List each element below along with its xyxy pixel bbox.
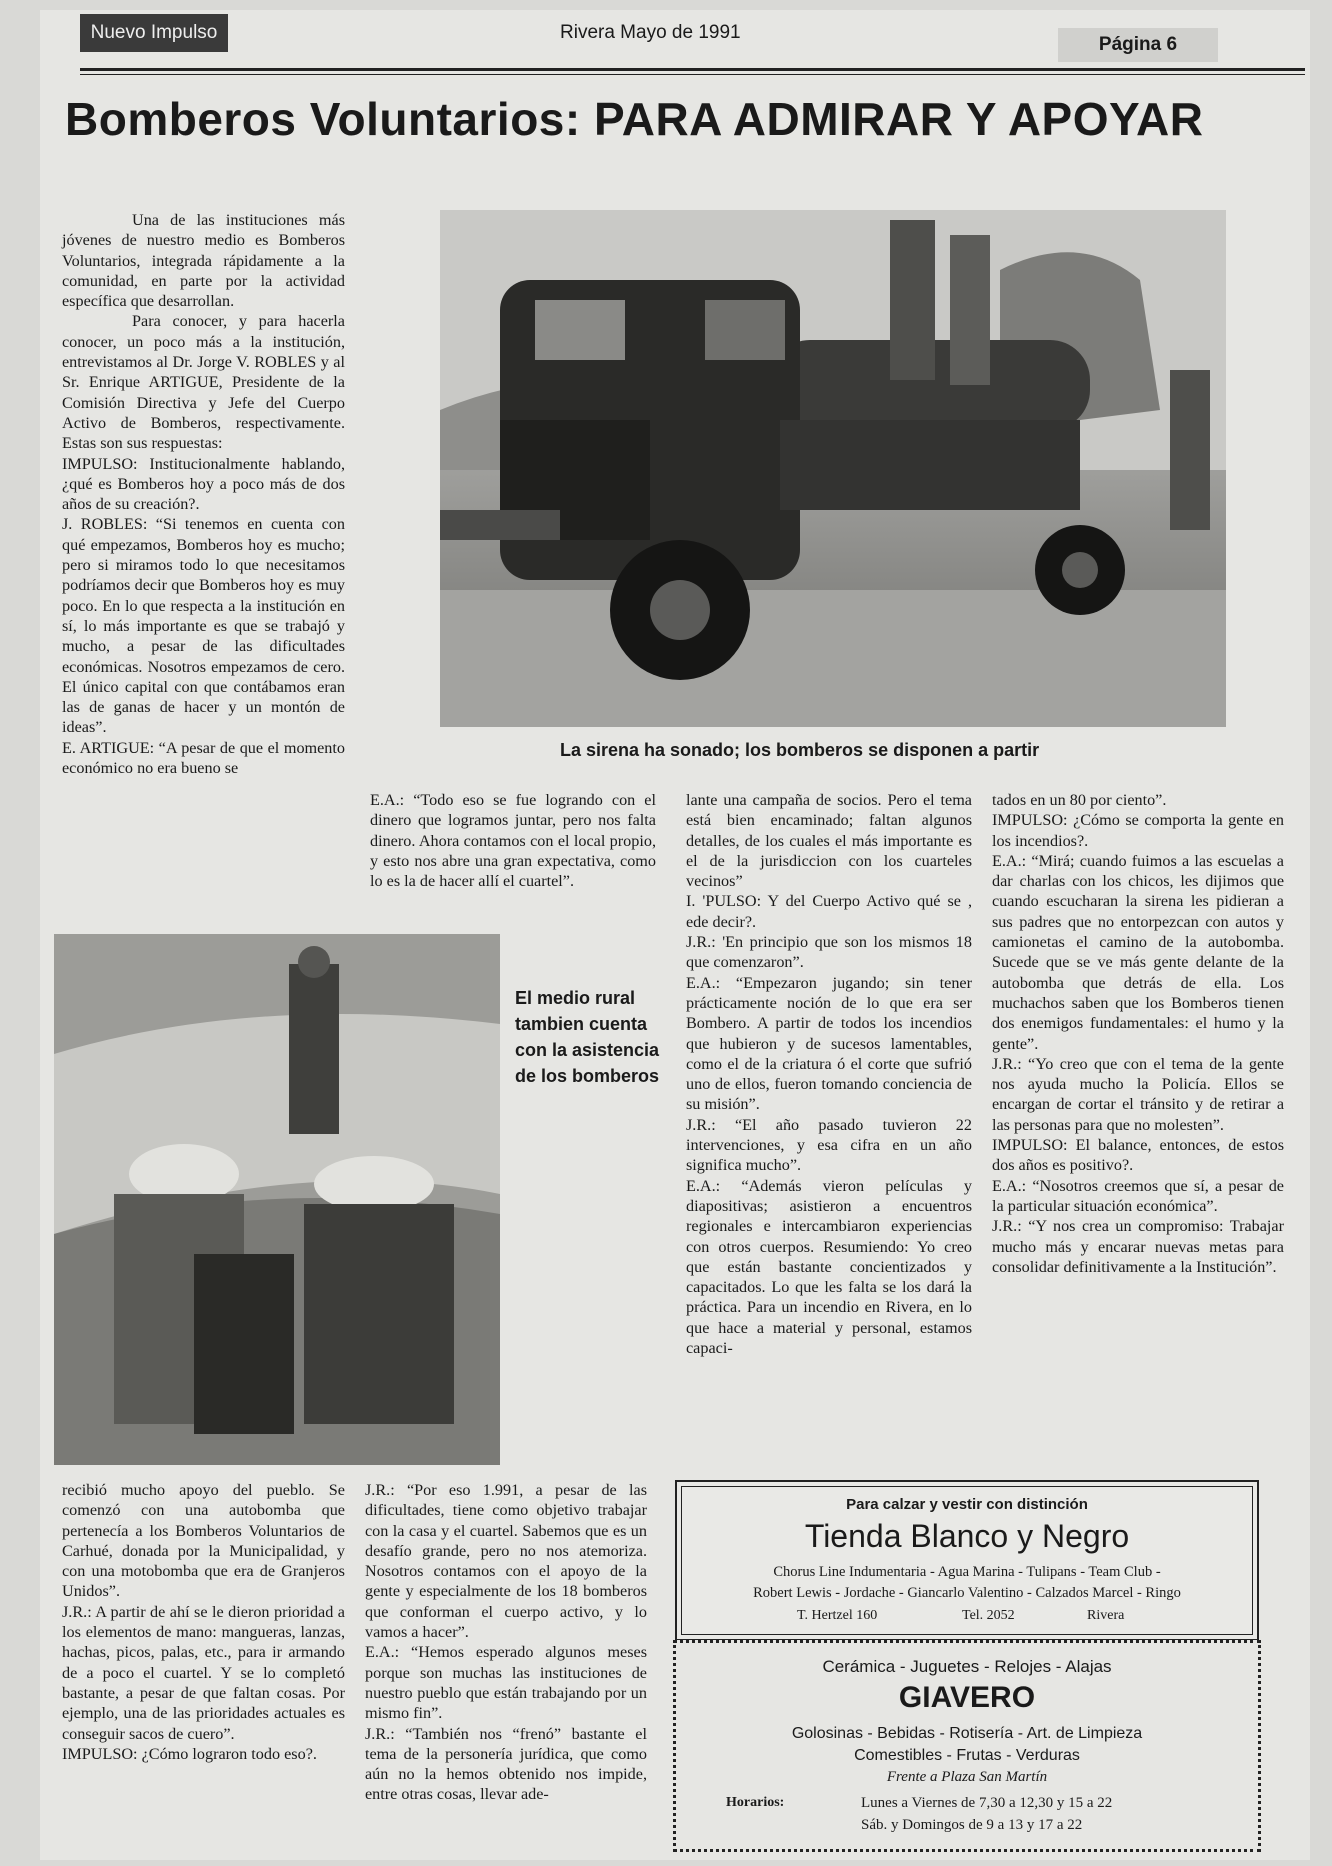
ad-city: Rivera	[1087, 1608, 1125, 1623]
fire-truck-illustration	[440, 210, 1226, 727]
paragraph: E.A.: “Además vieron películas y diapositivas; asistieron a encuentros regionales e intercambiaron experiencias con otros cuerpos. Resumiendo: Yo creo que están bastante concientizados y capacitados. Lo que les falta se los dará la práctica. Para un incendio en Rivera, en lo que hace a material y personal, estamos capaci-	[686, 1176, 972, 1358]
masthead-logo: Nuevo Impulso	[80, 14, 228, 52]
paragraph: J.R.: A partir de ahí se le dieron prioridad a los elementos de mano: mangueras, lanzas, hachas, picos, palas, etc., para ir armando de a poco el cuartel. Y se lo completó bastante, a pesar de que faltan cosas. Por ejemplo, una de las prioridades actuales es conseguir sacos de cuero”.	[62, 1602, 345, 1743]
article-column-3	[686, 790, 972, 1358]
paragraph: lante una campaña de socios. Pero el tema está bien encaminado; faltan algunos detalles, de los cuales el más importante es el de la jurisdiccion con los cuarteles vecinos”	[686, 791, 972, 891]
masthead-date: Rivera Mayo de 1991	[560, 22, 741, 43]
ad-phone: Tel. 2052	[962, 1608, 1015, 1623]
article-column-1-bottom	[62, 1480, 345, 1764]
paragraph: IMPULSO: El balance, entonces, de estos dos años es positivo?.	[992, 1136, 1284, 1175]
ad-brands-line-1: Chorus Line Indumentaria - Agua Marina - Tulipans - Team Club -	[773, 1564, 1161, 1580]
paragraph: J.R.: “Por eso 1.991, a pesar de las dificultades, tiene como objetivo trabajar con la casa y el cuartel. Sabemos que es un desafío grande, pero no nos atemoriza. Nosotros contamos con el apoyo de la gente y especialmente de los 18 bomberos que conforman el cuerpo activo, y lo vamos a hacer”.	[365, 1481, 647, 1642]
ad-hours-weekdays: Lunes a Viernes de 7,30 a 12,30 y 15 a 22	[861, 1795, 1113, 1811]
ad-products-line-1: Cerámica - Juguetes - Relojes - Alajas	[822, 1657, 1112, 1676]
advertisement-tienda-blanco-y-negro	[675, 1480, 1259, 1641]
ad-hours-weekend: Sáb. y Domingos de 9 a 13 y 17 a 22	[861, 1817, 1083, 1833]
page-number: Página 6	[1058, 28, 1218, 62]
ad-tagline: Para calzar y vestir con distinción	[846, 1496, 1088, 1513]
advertisement-giavero	[673, 1640, 1261, 1852]
paragraph: E.A.: “Nosotros creemos que sí, a pesar de la particular situación económica”.	[992, 1176, 1284, 1215]
paragraph: IMPULSO: ¿Cómo se comporta la gente en los incendios?.	[992, 811, 1284, 850]
paragraph: J.R.: “El año pasado tuvieron 22 intervenciones, y esa cifra en un año significa mucho”.	[686, 1115, 972, 1175]
article-column-2-top	[370, 790, 656, 891]
paragraph: E. ARTIGUE: “A pesar de que el momento económico no era bueno se	[62, 738, 345, 778]
paragraph: tados en un 80 por ciento”.	[992, 791, 1167, 809]
article-column-2-bottom	[365, 1480, 647, 1805]
paragraph: Para conocer, y para hacerla conocer, un poco más a la institución, entrevistamos al Dr. Jorge V. ROBLES y al Sr. Enrique ARTIGUE, Presidente de la Comisión Directiva y Jefe del Cuerpo Activo de Bomberos, respectivamente. Estas son sus respuestas:	[62, 312, 345, 453]
paragraph: E.A.: “Empezaron jugando; sin tener prácticamente noción de lo que era ser Bombero. A partir de todos los incendios que hubieron y de sucesos lamentables, como el de la criatura ó el corte que sufrió uno de ellos, fueron tomando conciencia de su misión”.	[686, 973, 972, 1114]
masthead-rule-thin	[80, 74, 1305, 75]
rural-illustration	[54, 934, 500, 1465]
paragraph: IMPULSO: ¿Cómo lograron todo eso?.	[62, 1744, 317, 1763]
photo-caption-truck: La sirena ha sonado; los bomberos se disponen a partir	[560, 740, 1040, 760]
paragraph: E.A.: “Mirá; cuando fuimos a las escuelas a dar charlas con los chicos, les dijimos que cuando escucharan la sirena les pidieran a sus padres que no entorpezcan con autos y camionetas el camino de la autobomba. Sucede que se ve más gente delante de la autobomba que detrás de ella. Los muchachos saben que los Bomberos tienen dos enemigos fundamentales: el humo y la gente”.	[992, 851, 1284, 1053]
headline: Bomberos Voluntarios: PARA ADMIRAR Y APOYAR	[65, 93, 1204, 145]
ad-products-line-3: Comestibles - Frutas - Verduras	[854, 1747, 1080, 1764]
ad-store-name: Tienda Blanco y Negro	[804, 1518, 1130, 1554]
photo-caption-rural: El medio rural tambien cuenta con la asistencia de los bomberos	[515, 988, 660, 1086]
masthead-rule	[80, 68, 1305, 71]
paragraph: J. ROBLES: “Si tenemos en cuenta con qué empezamos, Bomberos hoy es mucho; pero si miramos todo lo que necesitamos podríamos decir que Bomberos hoy es muy poco. En lo que respecta a la institución en sí, lo más importante es que se trabajó y mucho, a pesar de las dificultades económicas. Nosotros empezamos de cero. El único capital con que contábamos eran las de ganas de hacer y un montón de ideas”.	[62, 515, 345, 737]
paragraph: J.R.: 'En principio que son los mismos 18 que comenzaron”.	[686, 933, 972, 972]
paragraph: J.R.: “Y nos crea un compromiso: Trabajar mucho más y encarar nuevas metas para consolidar definitivamente a la Institución”.	[992, 1217, 1284, 1276]
rural-firefighters-photo	[54, 934, 500, 1465]
paragraph: E.A.: “Hemos esperado algunos meses porque son muchas las instituciones de nuestro pueblo que están trabajando por un mismo fin”.	[365, 1643, 647, 1723]
ad-address: T. Hertzel 160	[797, 1608, 878, 1623]
paragraph: IMPULSO: Institucionalmente hablando, ¿qué es Bomberos hoy a poco más de dos años de su creación?.	[62, 454, 345, 514]
fire-truck-photo	[440, 210, 1226, 727]
paragraph: E.A.: “Todo eso se fue logrando con el dinero que logramos juntar, pero nos falta dinero. Ahora contamos con el local propio, y esto nos abre una gran expectativa, como lo es la de hacer allí el cuartel”.	[370, 791, 656, 891]
paragraph: I. 'PULSO: Y del Cuerpo Activo qué se , ede decir?.	[686, 892, 972, 931]
ad-location: Frente a Plaza San Martín	[886, 1769, 1048, 1785]
ad-store-name: GIAVERO	[898, 1681, 1036, 1714]
ad-products-line-2: Golosinas - Bebidas - Rotisería - Art. de Limpieza	[791, 1725, 1143, 1742]
article-column-4	[992, 790, 1284, 1277]
paragraph: J.R.: “Yo creo que con el tema de la gente nos ayuda mucho la Policía. Ellos se encargan de cortar el tránsito y de retirar a las personas para que no molesten”.	[992, 1054, 1284, 1134]
ad-brands-line-2: Robert Lewis - Jordache - Giancarlo Valentino - Calzados Marcel - Ringo	[753, 1585, 1181, 1601]
paragraph: J.R.: “También nos “frenó” bastante el tema de la personería jurídica, que como aún no la hemos obtenido nos impide, entre otras cosas, llevar ade-	[365, 1724, 647, 1804]
ad-hours-label: Horarios:	[726, 1795, 785, 1810]
article-column-1	[62, 210, 345, 778]
paragraph: recibió mucho apoyo del pueblo. Se comenzó con una autobomba que pertenecía a los Bomberos Voluntarios de Carhué, donada por la Municipalidad, y con una motobomba que era de Granjeros Unidos”.	[62, 1481, 345, 1601]
paragraph: Una de las instituciones más jóvenes de nuestro medio es Bomberos Voluntarios, integrada rápidamente a la comunidad, en parte por la actividad específica que desarrollan.	[62, 211, 345, 311]
